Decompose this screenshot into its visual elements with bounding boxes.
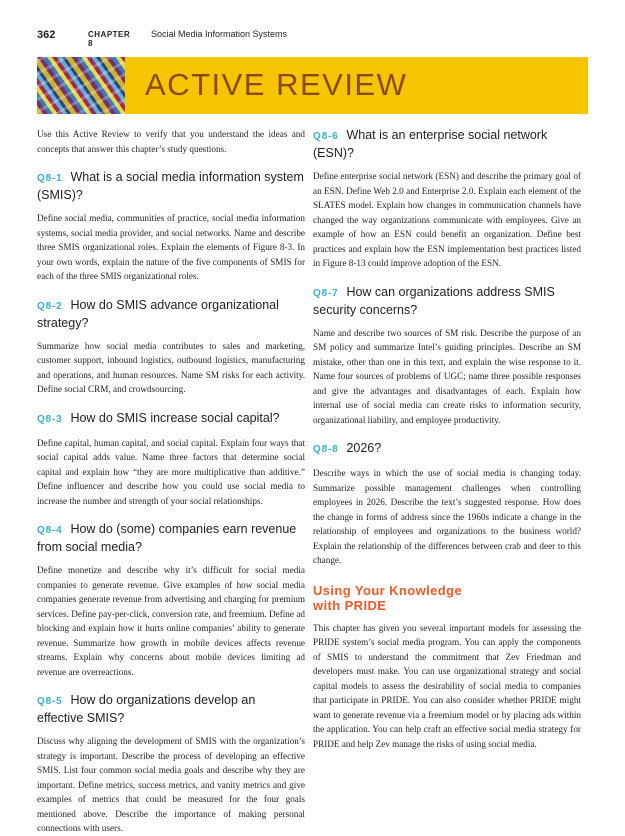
knowledge-heading-line-2: with PRIDE [313, 597, 387, 613]
question-title: How can organizations address SMIS security concerns? [313, 284, 555, 317]
chapter-title: Social Media Information Systems [151, 29, 288, 39]
question-heading [37, 692, 305, 726]
question-body: Describe ways in which the use of social media is changing today. Summarize possible management challenges when controlling employees in 2026. Describe the text’s suggested response. How does the change in forms of address since the 1960s indicate a change in the relationship of employees and organizations to the business world? Explain the relationship of the differences between crab and deer to this change. [313, 468, 581, 565]
question-heading [37, 521, 305, 555]
section-banner [37, 57, 588, 114]
question-number: Q8-1 [37, 173, 63, 184]
question-number: Q8-3 [37, 413, 63, 425]
question-body: Discuss why aligning the development of SMIS with the organization’s strategy is important. Describe the process of developing an effective SMIS. List four common social media goals and describe why they are important. Define metrics, success metrics, and vanity metrics and give examples of metrics that could be measured for the four goals mentioned above. Describe the importance of making personal connections with users. [37, 736, 305, 833]
left-column [37, 127, 305, 836]
question-body: Summarize how social media contributes to sales and marketing, customer support, inbound logistics, outbound logistics, manufacturing and operations, and human resources. Name SM risks for each activity. Define social CRM, and crowdsourcing. [37, 340, 305, 394]
question-heading [313, 127, 581, 161]
question-heading [313, 440, 581, 458]
banner-decorative-art [37, 57, 125, 114]
right-column [313, 127, 581, 751]
question-title: What is a social media information system (SMIS)? [37, 170, 304, 202]
knowledge-heading [313, 583, 581, 613]
question-heading [37, 297, 305, 331]
question-number: Q8-8 [313, 444, 339, 455]
knowledge-body: This chapter has given you several important models for assessing the PRIDE system’s social media program. You can apply the components of SMIS to understand the commitment that Zev Friedman and developers must make. You can use organizational strategy and social capital models to assess the desirability of social media to companies that participate in PRIDE. You can also consider whether PRIDE might want to generate revenue via a freemium model or by placing ads within the application. You can help craft an effective social media strategy for PRIDE and help Zev manage the risks of using social media. [313, 622, 581, 749]
question-body: Define social media, communities of practice, social media information systems, social media provider, and social networks. Name and describe three SMIS organizational roles. Explain the elements of Figure 8-3. In your own words, explain the nature of the five components of SMIS for each of the three SMIS organizational roles. [37, 213, 305, 281]
question-number: Q8-4 [37, 525, 63, 536]
question-title: What is an enterprise social network (ESN)? [313, 128, 548, 160]
question-title: How do organizations develop an effective SMIS? [37, 693, 256, 725]
question-number: Q8-2 [37, 300, 63, 312]
question-number: Q8-6 [313, 131, 339, 142]
page-number: 362 [37, 29, 56, 41]
question-heading [313, 284, 581, 318]
question-heading [37, 169, 305, 203]
question-body: Name and describe two sources of SM risk. Describe the purpose of an SM policy and summarize Intel’s guiding principles. Describe an SM mistake, other than one in this text, and explain the wise response to it. Name four sources of problems of UGC; name three possible responses and give the advantages and disadvantages of each. Explain how internal use of social media can create risks to information security, organizational liability, and employee productivity. [313, 327, 581, 425]
banner-title: ACTIVE REVIEW [145, 67, 408, 102]
intro-paragraph: Use this Active Review to verify that you understand the ideas and concepts that answer this chapter’s study questions. [37, 129, 305, 154]
question-title: How do SMIS increase social capital? [70, 410, 280, 425]
knowledge-heading-line-1: Using Your Knowledge [313, 582, 463, 598]
question-heading [37, 410, 305, 428]
question-title: How do (some) companies earn revenue from social media? [37, 522, 297, 554]
question-number: Q8-7 [313, 287, 339, 299]
question-title: 2026? [346, 441, 382, 455]
banner-bar [125, 57, 588, 114]
question-body: Define capital, human capital, and social capital. Explain four ways that social capital adds value. Name three factors that determine social capital and explain how “they are more multiplicative than additive.” Define influencer and describe how you could use social media to increase the number and strength of your social relationships. [37, 437, 305, 506]
question-body: Define monetize and describe why it’s difficult for social media companies to generate revenue. Give examples of how social media companies generate revenue from advertising and charging for premium services. Define pay-per-click, conversion rate, and freemium. Define ad blocking and explain how it hurts online companies’ ability to generate revenue. Summarize how growth in mobile devices affects revenue streams. Explain why concerns about mobile devices limiting ad revenue are overreactions. [37, 565, 305, 677]
question-title: How do SMIS advance organizational strategy? [37, 297, 279, 330]
question-number: Q8-5 [37, 696, 63, 707]
question-body: Define enterprise social network (ESN) and describe the primary goal of an ESN. Define Web 2.0 and Enterprise 2.0. Explain each element of the SLATES model. Explain how changes in communication channels have changed the way organizations communicate with employees. Give an example of how an ESN could benefit an organization. Define best practices and explain how the ESN implementation best practices listed in Figure 8-13 could improve adoption of the ESN. [313, 171, 581, 268]
chapter-label: CHAPTER 8 [88, 30, 131, 48]
